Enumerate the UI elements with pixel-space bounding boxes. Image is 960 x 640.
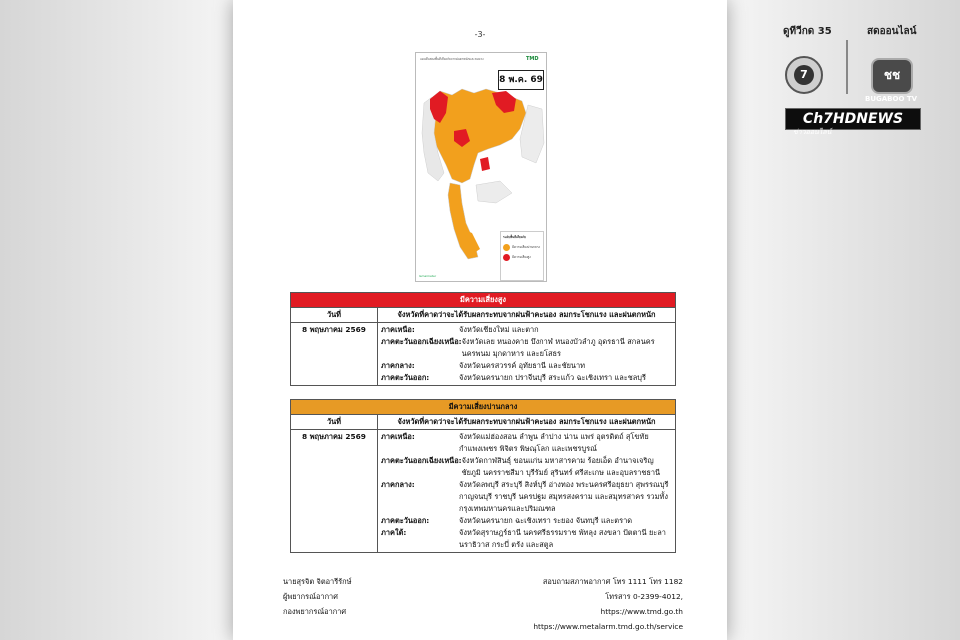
map-date: 8 พ.ค. 69	[498, 70, 544, 90]
region-line	[381, 455, 672, 479]
region-name: ภาคตะวันออก:	[381, 373, 430, 382]
region-name: ภาคกลาง:	[381, 480, 415, 489]
legend-label: มีความเสี่ยงปานกลาง	[512, 245, 540, 249]
table-header	[291, 308, 676, 323]
contact-phone: สอบถามสภาพอากาศ โทร 1111 โทร 1182	[542, 577, 683, 586]
forecaster-title: ผู้พยากรณ์อากาศ	[283, 592, 338, 601]
region-line	[381, 360, 672, 372]
table-band	[291, 293, 676, 308]
high-risk-table	[290, 292, 676, 386]
region-name: ภาคเหนือ:	[381, 432, 415, 441]
contact-fax: โทรสาร 0-2399-4012, https://www.tmd.go.th	[600, 592, 683, 616]
region-provinces: จังหวัดนครสวรรค์ อุทัยธานี และชัยนาท	[459, 361, 586, 370]
col-desc-header: จังหวัดที่คาดว่าจะได้รับผลกระทบจากฝนฟ้าคะนอง ลมกระโชกแรง และฝนตกหนัก	[378, 415, 676, 430]
ch7-number: 7	[794, 65, 814, 85]
date-cell: 8 พฤษภาคม 2569	[291, 323, 378, 386]
region-provinces: จังหวัดเชียงใหม่ และตาก	[459, 325, 539, 334]
map-legend	[500, 231, 544, 281]
band-title: มีความเสี่ยงปานกลาง	[291, 400, 676, 415]
col-date-header: วันที่	[291, 308, 378, 323]
channel-label: ดูทีวีกด 35	[783, 26, 832, 37]
medium-risk-table	[290, 399, 676, 553]
forecaster-signature	[283, 574, 352, 619]
map-header: แผนที่แสดงพื้นที่เสี่ยงภัยจากฝนตกหนักและลมแรง	[420, 57, 484, 61]
bugaboo-logo: ชช	[871, 58, 913, 94]
region-provinces: จังหวัดกาฬสินธุ์ ขอนแก่น มหาสารคาม ร้อยเอ็ด อำนาจเจริญ ชัยภูมิ นครราชสีมา บุรีรัมย์ สุรินทร์ ศรีสะเกษ และอุบลราชธานี	[461, 456, 661, 477]
table-row	[291, 323, 676, 386]
region-line	[381, 336, 672, 360]
table-header	[291, 415, 676, 430]
ch7hdnews-logo: Ch7HDNEWS	[785, 108, 921, 130]
region-name: ภาคตะวันออก:	[381, 516, 430, 525]
region-line	[381, 324, 672, 336]
ch7-logo	[785, 56, 823, 94]
region-provinces: จังหวัดลพบุรี สระบุรี สิงห์บุรี อ่างทอง พระนครศรีอยุธยา สุพรรณบุรี กาญจนบุรี ราชบุรี นครปฐม สมุทรสงคราม และสมุทรสาคร รวมทั้งกรุงเทพมหานครและปริมณฑล	[459, 480, 669, 513]
region-name: ภาคกลาง:	[381, 361, 415, 370]
tmd-logo: TMD	[526, 56, 539, 62]
region-provinces: จังหวัดแม่ฮ่องสอน ลำพูน ลำปาง น่าน แพร่ อุตรดิตถ์ สุโขทัย กำแพงเพชร พิจิตร พิษณุโลก และเพชรบูรณ์	[459, 432, 649, 453]
map-footer: Ismaimeter	[419, 274, 437, 278]
contact-url[interactable]: https://www.metalarm.tmd.go.th/service	[533, 622, 683, 631]
region-line	[381, 515, 672, 527]
col-date-header: วันที่	[291, 415, 378, 430]
region-name: ภาคตะวันออกเฉียงเหนือ:	[381, 337, 462, 346]
logo-divider	[846, 40, 848, 94]
background-left	[0, 0, 240, 640]
news-subtitle: ข่าวออนไลน์	[793, 128, 832, 136]
region-line	[381, 479, 672, 515]
region-name: ภาคใต้:	[381, 528, 407, 537]
date-cell: 8 พฤษภาคม 2569	[291, 430, 378, 553]
region-provinces: จังหวัดเลย หนองคาย บึงกาฬ หนองบัวลำภู อุดรธานี สกลนคร นครพนม มุกดาหาร และยโสธร	[461, 337, 655, 358]
region-provinces: จังหวัดนครนายก ปราจีนบุรี สระแก้ว ฉะเชิงเทรา และชลบุรี	[459, 373, 646, 382]
legend-item	[503, 244, 541, 251]
legend-label: มีความเสี่ยงสูง	[512, 255, 531, 259]
region-line	[381, 431, 672, 455]
region-provinces: จังหวัดนครนายก ฉะเชิงเทรา ระยอง จันทบุรี และตราด	[459, 516, 633, 525]
legend-item	[503, 254, 541, 261]
region-name: ภาคเหนือ:	[381, 325, 415, 334]
risk-map	[415, 52, 547, 282]
table-row	[291, 430, 676, 553]
forecaster-name: นายสุรจิต จิตอารีรักษ์	[283, 577, 352, 586]
legend-swatch-high	[503, 254, 510, 261]
live-label: สดออนไลน์	[867, 26, 917, 37]
region-line	[381, 527, 672, 551]
document-page	[233, 0, 727, 640]
legend-title: ระดับพื้นที่เสี่ยงภัย	[503, 235, 526, 239]
table-band	[291, 400, 676, 415]
regions-cell	[378, 430, 676, 553]
region-provinces: จังหวัดสุราษฎร์ธานี นครศรีธรรมราช พัทลุง สงขลา ปัตตานี ยะลา นราธิวาส กระบี่ ตรัง และสตูล	[459, 528, 666, 549]
page-number: -3-	[474, 30, 486, 39]
regions-cell	[378, 323, 676, 386]
contact-info	[533, 574, 683, 634]
region-line	[381, 372, 672, 384]
bugaboo-label: BUGABOO TV	[865, 95, 918, 103]
legend-swatch-medium	[503, 244, 510, 251]
col-desc-header: จังหวัดที่คาดว่าจะได้รับผลกระทบจากฝนฟ้าคะนอง ลมกระโชกแรง และฝนตกหนัก	[378, 308, 676, 323]
region-name: ภาคตะวันออกเฉียงเหนือ:	[381, 456, 462, 465]
forecaster-division: กองพยากรณ์อากาศ	[283, 607, 347, 616]
band-title: มีความเสี่ยงสูง	[291, 293, 676, 308]
channel-branding	[775, 18, 925, 136]
